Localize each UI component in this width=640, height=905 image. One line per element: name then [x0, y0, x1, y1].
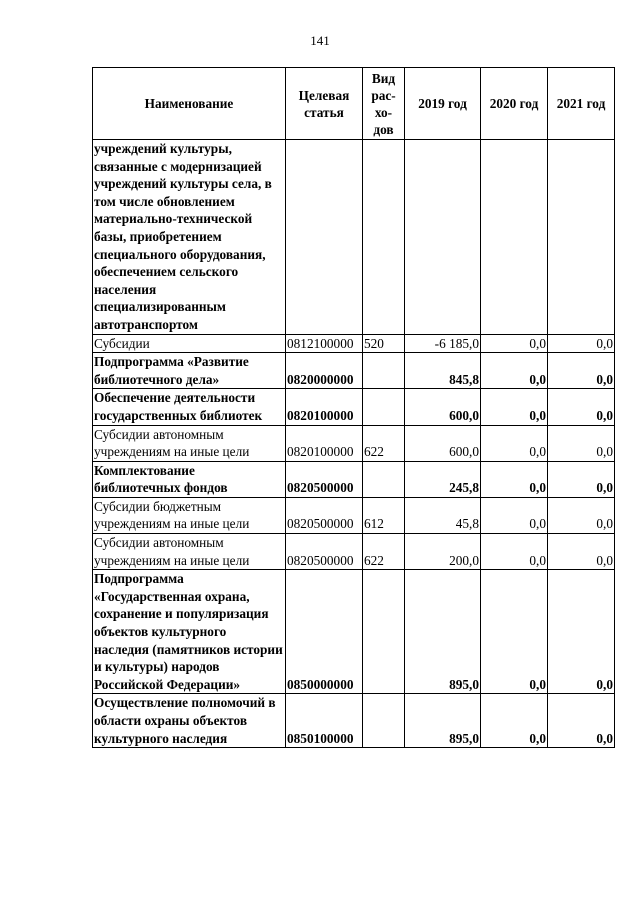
cell-name: Субсидии бюджетным учреждениям на иные цели — [93, 497, 286, 533]
cell-type — [363, 140, 405, 335]
header-2019: 2019 год — [405, 68, 481, 140]
cell-type: 520 — [363, 334, 405, 353]
budget-table — [92, 67, 615, 748]
cell-target: 0820500000 — [286, 461, 363, 497]
cell-target: 0850100000 — [286, 694, 363, 748]
cell-name: Субсидии автономным учреждениям на иные цели — [93, 534, 286, 570]
table-row — [93, 534, 615, 570]
cell-2021: 0,0 — [548, 694, 615, 748]
cell-2020: 0,0 — [481, 497, 548, 533]
cell-2021: 0,0 — [548, 461, 615, 497]
cell-2019: 45,8 — [405, 497, 481, 533]
cell-target — [286, 140, 363, 335]
cell-type — [363, 389, 405, 425]
page-number: 141 — [310, 33, 330, 48]
header-type: Вид рас-хо-дов — [363, 68, 405, 140]
cell-2019: 245,8 — [405, 461, 481, 497]
cell-2021: 0,0 — [548, 334, 615, 353]
cell-2019: -6 185,0 — [405, 334, 481, 353]
cell-name: Обеспечение деятельности государственных библиотек — [93, 389, 286, 425]
cell-target: 0850000000 — [286, 570, 363, 694]
cell-target: 0812100000 — [286, 334, 363, 353]
cell-name: Субсидии — [93, 334, 286, 353]
cell-2019: 895,0 — [405, 570, 481, 694]
cell-name: Субсидии автономным учреждениям на иные цели — [93, 425, 286, 461]
table-row — [93, 694, 615, 748]
cell-2021: 0,0 — [548, 425, 615, 461]
cell-name: Подпрограмма «Развитие библиотечного дела» — [93, 353, 286, 389]
cell-name: Подпрограмма «Государственная охрана, сохранение и популяризация объектов культурного наследия (памятников истории и культуры) народов Российской Федерации» — [93, 570, 286, 694]
cell-2021: 0,0 — [548, 497, 615, 533]
cell-target: 0820100000 — [286, 425, 363, 461]
header-name: Наименование — [93, 68, 286, 140]
table-header-row — [93, 68, 615, 140]
cell-type: 612 — [363, 497, 405, 533]
cell-target: 0820100000 — [286, 389, 363, 425]
cell-2021: 0,0 — [548, 570, 615, 694]
cell-target: 0820500000 — [286, 534, 363, 570]
table-row — [93, 334, 615, 353]
cell-type — [363, 461, 405, 497]
cell-name: Осуществление полномочий в области охраны объектов культурного наследия — [93, 694, 286, 748]
cell-2019 — [405, 140, 481, 335]
cell-2019: 895,0 — [405, 694, 481, 748]
cell-2021: 0,0 — [548, 353, 615, 389]
header-target: Целевая статья — [286, 68, 363, 140]
table-row — [93, 461, 615, 497]
cell-2020: 0,0 — [481, 570, 548, 694]
cell-name: Комплектование библиотечных фондов — [93, 461, 286, 497]
table-row — [93, 389, 615, 425]
cell-2020 — [481, 140, 548, 335]
table-row — [93, 497, 615, 533]
cell-2019: 845,8 — [405, 353, 481, 389]
cell-2021: 0,0 — [548, 389, 615, 425]
cell-type: 622 — [363, 425, 405, 461]
cell-type — [363, 570, 405, 694]
cell-2019: 200,0 — [405, 534, 481, 570]
cell-name: учреждений культуры, связанные с модернизацией учреждений культуры села, в том числе обновлением материально-технической базы, приобретением специального оборудования, обеспечением сельского населения специализированным автотранспортом — [93, 140, 286, 335]
cell-type — [363, 353, 405, 389]
cell-type: 622 — [363, 534, 405, 570]
table-row — [93, 353, 615, 389]
cell-2021: 0,0 — [548, 534, 615, 570]
cell-target: 0820000000 — [286, 353, 363, 389]
table-row — [93, 425, 615, 461]
cell-2019: 600,0 — [405, 425, 481, 461]
header-2020: 2020 год — [481, 68, 548, 140]
table-row — [93, 570, 615, 694]
cell-2020: 0,0 — [481, 534, 548, 570]
cell-type — [363, 694, 405, 748]
cell-2020: 0,0 — [481, 425, 548, 461]
cell-target: 0820500000 — [286, 497, 363, 533]
cell-2020: 0,0 — [481, 334, 548, 353]
cell-2021 — [548, 140, 615, 335]
cell-2020: 0,0 — [481, 353, 548, 389]
cell-2020: 0,0 — [481, 461, 548, 497]
cell-2019: 600,0 — [405, 389, 481, 425]
table-row — [93, 140, 615, 335]
header-2021: 2021 год — [548, 68, 615, 140]
cell-2020: 0,0 — [481, 694, 548, 748]
cell-2020: 0,0 — [481, 389, 548, 425]
